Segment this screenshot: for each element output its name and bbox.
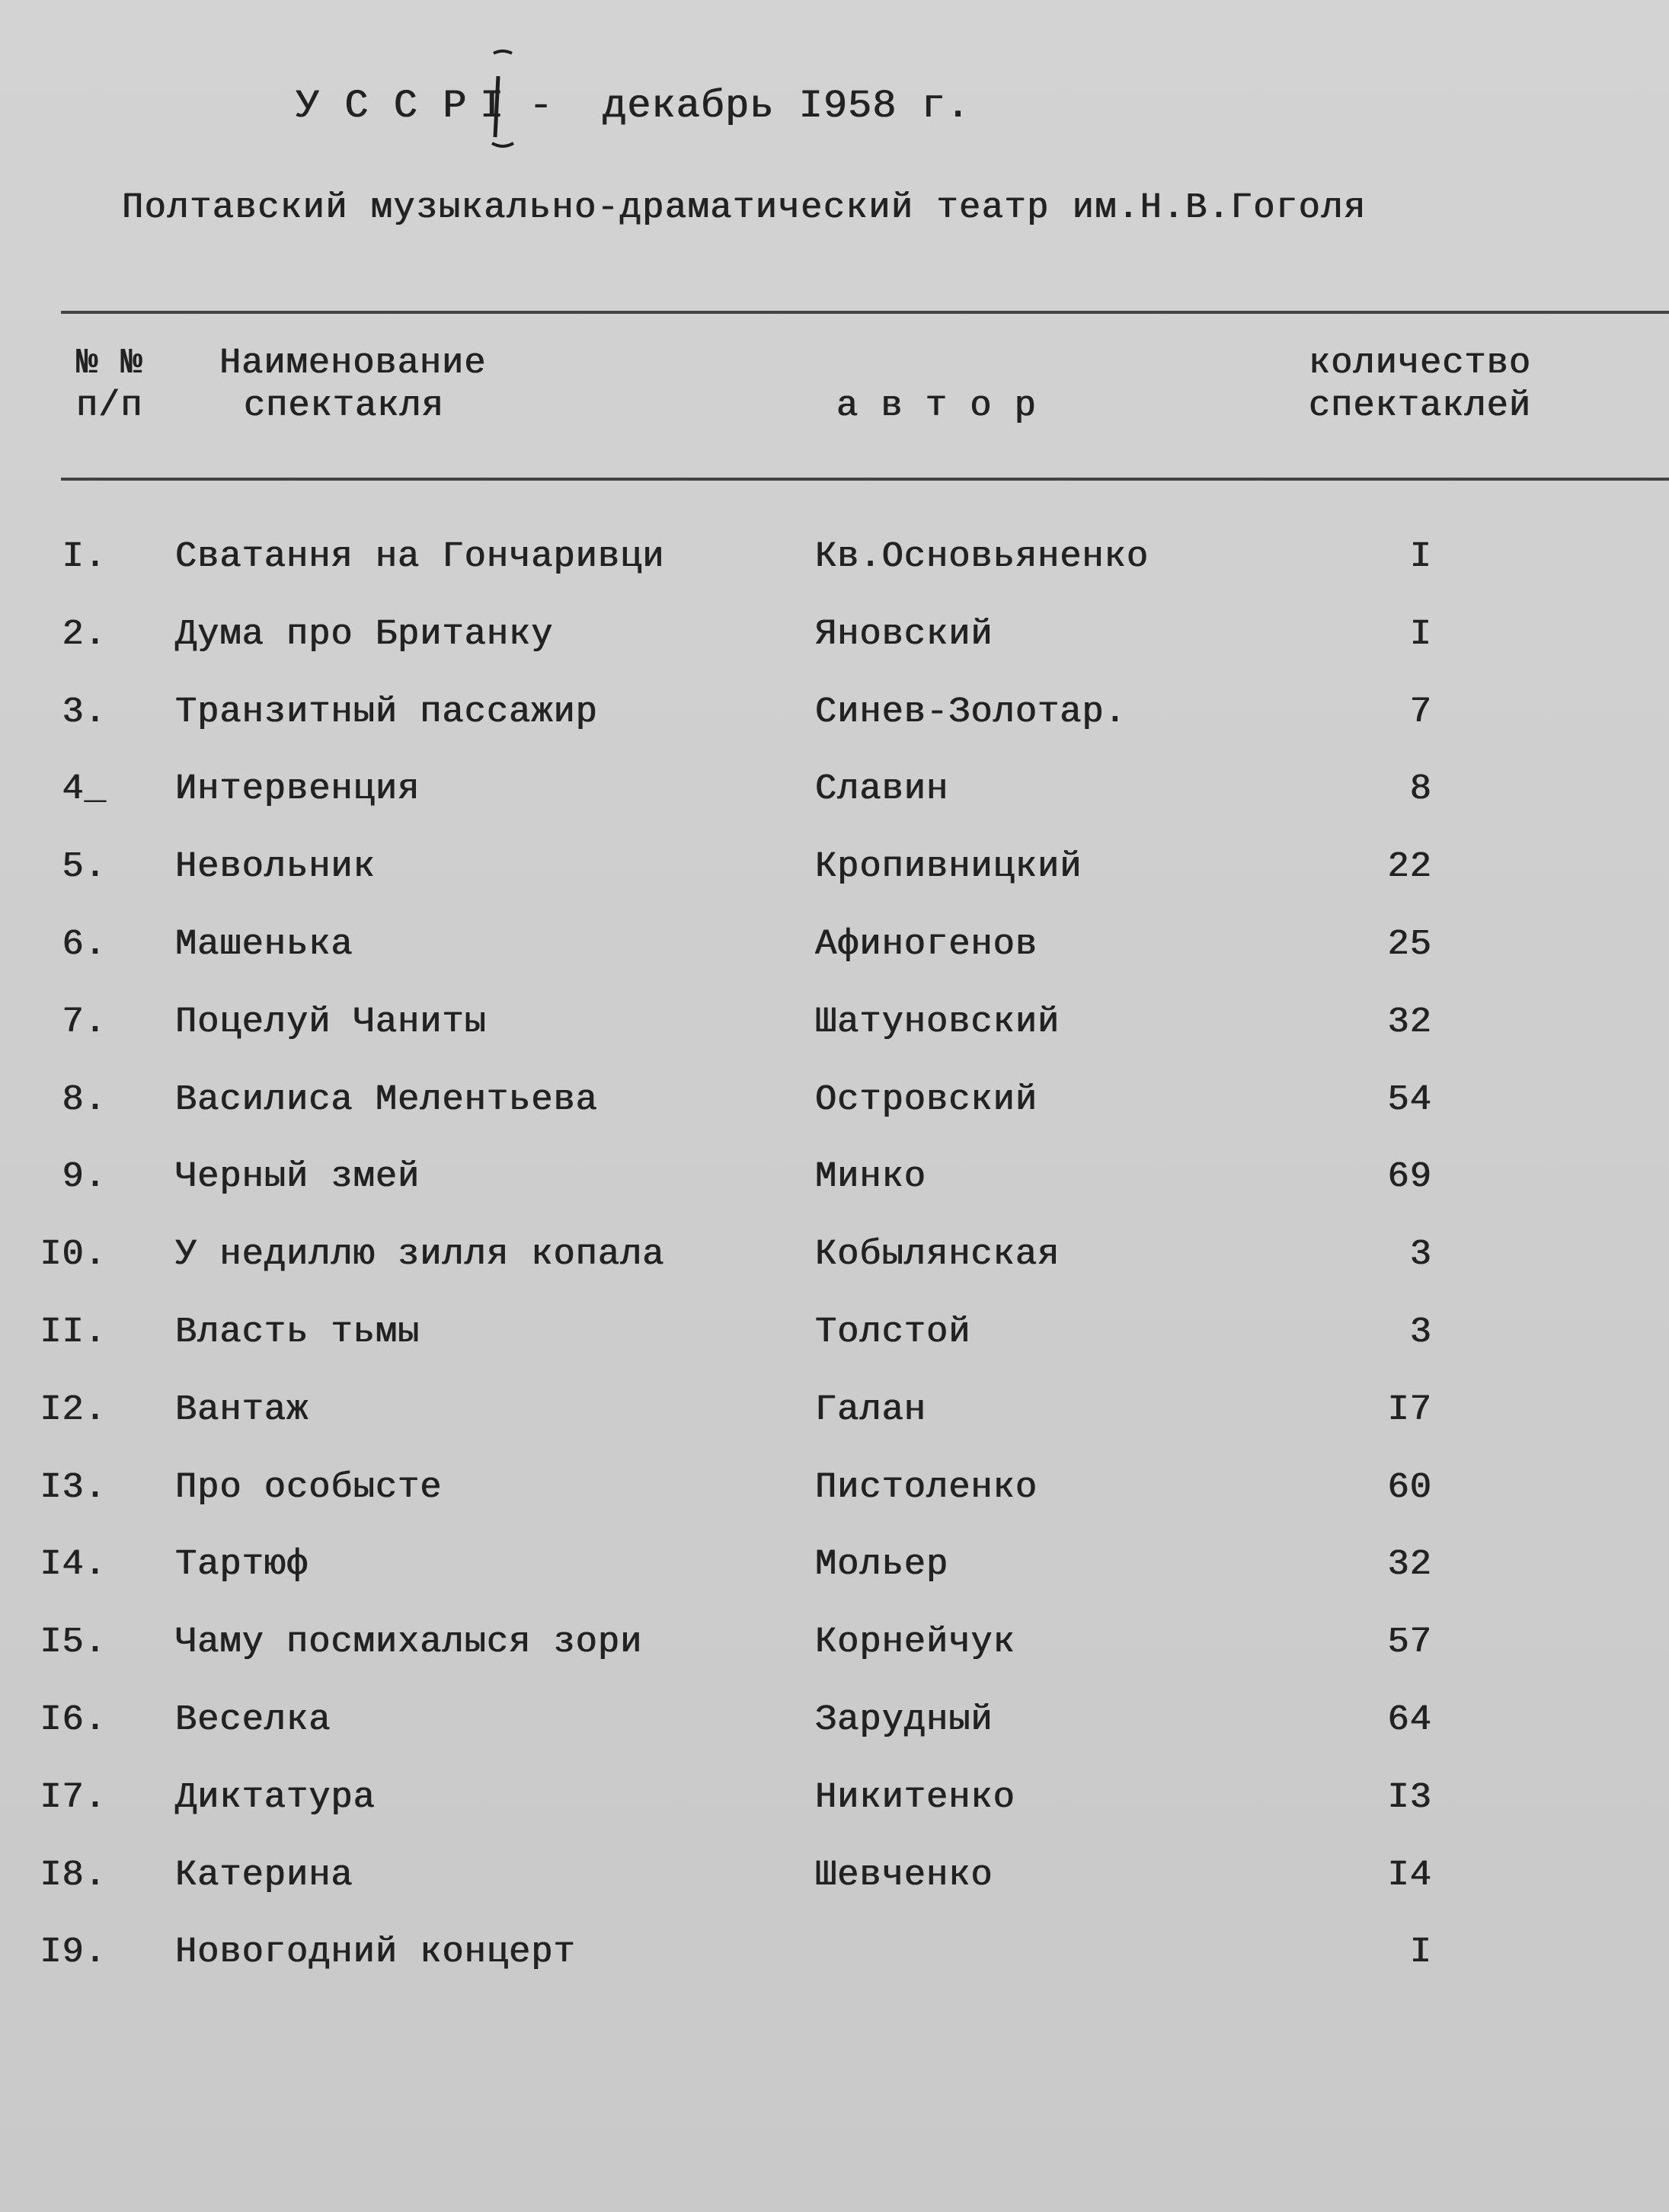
- col-author: а в т о р: [836, 386, 1037, 427]
- row-title: Черный змей: [175, 1157, 420, 1198]
- table-row: [0, 769, 1669, 814]
- col-number-line1: № №: [76, 344, 143, 384]
- table-row: [0, 1002, 1669, 1047]
- row-title: Тартюф: [175, 1545, 309, 1586]
- row-number: I4.: [40, 1545, 107, 1586]
- row-number: I9.: [40, 1932, 107, 1974]
- row-count: 32: [1387, 1545, 1432, 1586]
- row-number: I3.: [40, 1467, 107, 1508]
- row-author: Островский: [815, 1079, 1038, 1120]
- col-title-line1: Наименование: [219, 344, 487, 384]
- row-count: 3: [1409, 1312, 1432, 1353]
- row-count: 22: [1387, 847, 1432, 888]
- row-title: Веселка: [175, 1700, 331, 1741]
- row-count: I7: [1387, 1389, 1432, 1430]
- table-row: [0, 1079, 1669, 1125]
- theatre-name: Полтавский музыкально-драматический театр им.Н.В.Гоголя: [122, 188, 1367, 229]
- row-count: 8: [1409, 769, 1432, 810]
- table-row: [0, 1234, 1669, 1280]
- row-author: Толстой: [815, 1312, 971, 1353]
- table-row: [0, 1699, 1669, 1745]
- header-republic: У С С Р: [296, 84, 468, 129]
- row-author: Кропивницкий: [815, 847, 1082, 888]
- row-title: Поцелуй Чаниты: [175, 1002, 487, 1043]
- row-number: I.: [62, 537, 107, 577]
- row-number: 5.: [62, 847, 107, 888]
- table-row: [0, 1544, 1669, 1590]
- row-count: I: [1409, 537, 1432, 577]
- row-author: Мольер: [815, 1545, 949, 1586]
- col-title-line2: спектакля: [244, 386, 444, 427]
- row-title: У недиллю зилля копала: [175, 1235, 665, 1276]
- table-row: [0, 924, 1669, 970]
- row-author: Никитенко: [815, 1777, 1015, 1818]
- row-title: Диктатура: [175, 1777, 376, 1818]
- col-count-line2: спектаклей: [1309, 386, 1532, 427]
- row-number: II.: [40, 1312, 107, 1353]
- col-number-line2: п/п: [76, 386, 143, 427]
- table-row: [0, 1312, 1669, 1357]
- row-count: 64: [1387, 1700, 1432, 1741]
- row-count: 7: [1409, 692, 1432, 733]
- row-title: Невольник: [175, 847, 376, 888]
- handwritten-bracket-mark: [488, 46, 518, 152]
- header-period: І - декабрь I958 г.: [480, 84, 971, 129]
- table-row: [0, 1777, 1669, 1823]
- row-count: I4: [1387, 1855, 1432, 1896]
- row-count: 60: [1387, 1467, 1432, 1508]
- table-row: [0, 1622, 1669, 1667]
- row-number: 6.: [62, 925, 107, 965]
- row-author: Минко: [815, 1157, 927, 1198]
- row-title: Транзитный пассажир: [175, 692, 598, 733]
- row-count: 69: [1387, 1157, 1432, 1198]
- row-author: Славин: [815, 769, 949, 810]
- row-number: 8.: [62, 1079, 107, 1120]
- row-number: I7.: [40, 1777, 107, 1818]
- row-title: Катерина: [175, 1855, 353, 1896]
- table-row: [0, 1389, 1669, 1435]
- table-row: [0, 536, 1669, 582]
- row-author: Шевченко: [815, 1855, 993, 1896]
- row-author: Галан: [815, 1389, 927, 1430]
- row-count: 57: [1387, 1622, 1432, 1664]
- row-title: Про особысте: [175, 1467, 443, 1508]
- row-title: Василиса Мелентьева: [175, 1079, 598, 1120]
- row-author: Зарудный: [815, 1700, 993, 1741]
- col-count-line1: количество: [1309, 344, 1532, 384]
- row-author: Синев-Золотар.: [815, 692, 1127, 733]
- row-title: Сватання на Гончаривци: [175, 537, 665, 577]
- row-count: I: [1409, 1932, 1432, 1974]
- row-number: 2.: [62, 614, 107, 655]
- row-number: 4_: [62, 769, 107, 810]
- table-row: [0, 1467, 1669, 1513]
- row-number: 7.: [62, 1002, 107, 1043]
- row-count: 32: [1387, 1002, 1432, 1043]
- row-title: Новогодний концерт: [175, 1932, 576, 1974]
- row-number: I5.: [40, 1622, 107, 1664]
- row-count: I3: [1387, 1777, 1432, 1818]
- table-row: [0, 1156, 1669, 1202]
- row-title: Вантаж: [175, 1389, 309, 1430]
- row-number: I0.: [40, 1235, 107, 1276]
- row-number: 3.: [62, 692, 107, 733]
- row-number: 9.: [62, 1157, 107, 1198]
- row-author: Яновский: [815, 614, 993, 655]
- row-author: Пистоленко: [815, 1467, 1038, 1508]
- table-header-rule: [61, 478, 1669, 481]
- table-row: [0, 692, 1669, 737]
- table-row: [0, 614, 1669, 660]
- table-row: [0, 1855, 1669, 1900]
- row-author: Корнейчук: [815, 1622, 1015, 1664]
- row-number: I2.: [40, 1389, 107, 1430]
- row-title: Дума про Британку: [175, 614, 554, 655]
- row-title: Власть тьмы: [175, 1312, 420, 1353]
- row-count: 54: [1387, 1079, 1432, 1120]
- row-author: Афиногенов: [815, 925, 1038, 965]
- row-title: Чаму посмихалыся зори: [175, 1622, 643, 1664]
- row-number: I8.: [40, 1855, 107, 1896]
- row-author: Кв.Основьяненко: [815, 537, 1149, 577]
- row-title: Интервенция: [175, 769, 420, 810]
- table-top-rule: [61, 311, 1669, 314]
- row-count: 25: [1387, 925, 1432, 965]
- row-author: Кобылянская: [815, 1235, 1060, 1276]
- table-row: [0, 1932, 1669, 1977]
- row-count: I: [1409, 614, 1432, 655]
- row-count: 3: [1409, 1235, 1432, 1276]
- row-title: Машенька: [175, 925, 353, 965]
- row-number: I6.: [40, 1700, 107, 1741]
- table-row: [0, 846, 1669, 892]
- row-author: Шатуновский: [815, 1002, 1060, 1043]
